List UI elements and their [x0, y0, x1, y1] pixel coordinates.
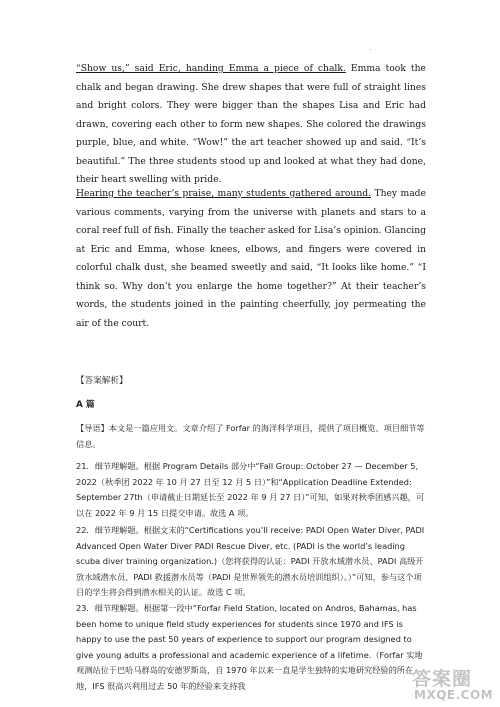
watermark-logo: [412, 664, 500, 706]
answer-analysis-heading: 【答案解析】: [76, 376, 128, 386]
paragraph-2-text: They made various comments, varying from the universe with planets and stars to a coral reef full of fish. Finally the teacher asked for Lisa’s opinion. Glancing at Eric and Emma, whose knees, elbows, and fingers were covered in colorful chalk dust, she beamed sweetly and said, “It looks like home.” “I think so. Why don’t you enlarge the home together?” At their teacher’s words, the students joined in the painting cheerfully, joy permeating the air of the court.: [76, 188, 426, 329]
story-paragraph-1: [76, 60, 426, 190]
watermark-bottom-text: MXQE.COM: [414, 688, 494, 702]
paragraph-1-text: Emma took the chalk and began drawing. She drew shapes that were full of straight lines and bright colors. They were bigger than the shapes Lisa and Eric had drawn, covering each other to form new shapes. She colored the drawings purple, blue, and white. “Wow!” the art teacher showed up and said. “It’s beautiful.” The three students stood up and looked at what they had done, their heart swelling with pride.: [76, 63, 426, 185]
underlined-sentence-2: Hearing the teacher’s praise, many students gathered around.: [76, 188, 372, 199]
question-23-explanation: 23．细节理解题。根据第一段中“Forfar Field Station, located on Andros, Bahamas, has been home to unique field study experiences for students since 1970 and IFS is happy to use the past 50 years of experience to support our program designed to give young adults a professional and academic experience of a lifetime.（Forfar 实地观测站位于巴哈马群岛的安德罗斯岛，自 1970 年以来一直是学生独特的实地研究经验的所在地，IFS 很高兴利用过去 50 年的经验来支持我: [76, 603, 423, 691]
guide-paragraph: 【导语】本文是一篇应用文。文章介绍了 Forfar 的海洋科学项目，提供了项目概览、项目细节等信息。: [76, 423, 425, 449]
story-paragraph-2: [76, 185, 426, 333]
question-21-explanation: 21．细节理解题。根据 Program Details 部分中“Fall Group: October 27 — December 5, 2022（秋季团 2022 年 10 月 27 日至 12 月 5 日）”和“Application Deadline Extended: September 27th（申请截止日期延长至 2022 年 9 月 27 日）”可知，如果对秋季团感兴趣，可以在 2022 年 9 月 15 日提交申请。故选 A 项。: [76, 461, 425, 518]
underlined-sentence-1: “Show us,” said Eric, handing Emma a piece of chalk.: [76, 63, 346, 74]
watermark-top-text: 答案圈: [412, 668, 473, 690]
page-mark: .: [369, 44, 372, 52]
question-22-explanation: 22．细节理解题。根据文末的“Certifications you’ll receive: PADI Open Water Diver, PADI Advanced Open Water Diver PADI Rescue Diver, etc. (PADI is the world’s leading scuba diver training organization.)（您将获得的认证：PADI 开放水域潜水员、PADI 高级开放水域潜水员、PADI 救援潜水员等（PADI 是世界领先的潜水员培训组织）。）”可知，参与这个项目的学生将会得到潜水相关的认证。故选 C 项。: [76, 525, 425, 597]
section-title: A 篇: [76, 400, 95, 410]
